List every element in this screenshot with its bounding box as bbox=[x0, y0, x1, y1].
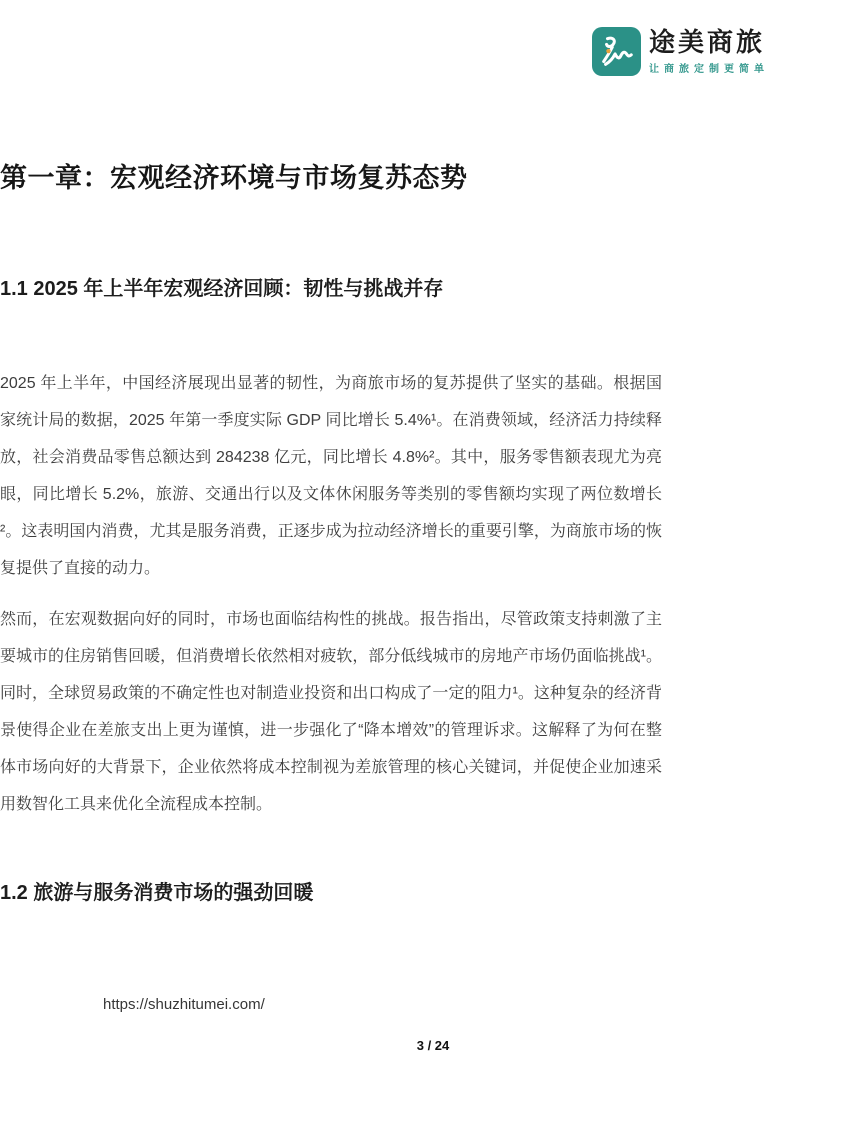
section-1-1-body bbox=[0, 365, 662, 823]
brand-tagline: 让商旅定制更简单 bbox=[649, 63, 769, 75]
rabbit-monogram-icon bbox=[598, 33, 636, 71]
paragraph: 2025 年上半年，中国经济展现出显著的韧性，为商旅市场的复苏提供了坚实的基础。根据国家统计局的数据，2025 年第一季度实际 GDP 同比增长 5.4%¹。在消费领域，经济活力持续释放，社会消费品零售总额达到 284238 亿元，同比增长 4.8%²。其中，服务零售额表现尤为亮眼，同比增长 5.2%，旅游、交通出行以及文体休闲服务等类别的零售额均实现了两位数增长²。这表明国内消费，尤其是服务消费，正逐步成为拉动经济增长的重要引擎，为商旅市场的恢复提供了直接的动力。 bbox=[0, 375, 662, 577]
section-heading-1-1: 1.1 2025 年上半年宏观经济回顾：韧性与挑战并存 bbox=[0, 278, 444, 300]
chapter-title: 第一章：宏观经济环境与市场复苏态势 bbox=[0, 163, 468, 193]
page-number-indicator: 3 / 24 bbox=[416, 1038, 450, 1053]
footer-url-link[interactable]: https://shuzhitumei.com/ bbox=[103, 996, 265, 1013]
section-heading-1-2: 1.2 旅游与服务消费市场的强劲回暖 bbox=[0, 882, 314, 904]
accent-dot bbox=[606, 48, 610, 52]
brand-logo-icon bbox=[592, 27, 641, 76]
brand-logo-text bbox=[649, 28, 769, 75]
brand-logo bbox=[592, 27, 769, 76]
brand-name: 途美商旅 bbox=[649, 27, 766, 58]
paragraph: 然而，在宏观数据向好的同时，市场也面临结构性的挑战。报告指出，尽管政策支持刺激了主要城市的住房销售回暖，但消费增长依然相对疲软，部分低线城市的房地产市场仍面临挑战¹。同时，全球贸易政策的不确定性也对制造业投资和出口构成了一定的阻力¹。这种复杂的经济背景使得企业在差旅支出上更为谨慎，进一步强化了“降本增效”的管理诉求。这解释了为何在整体市场向好的大背景下，企业依然将成本控制视为差旅管理的核心关键词，并促使企业加速采用数智化工具来优化全流程成本控制。 bbox=[0, 611, 662, 813]
